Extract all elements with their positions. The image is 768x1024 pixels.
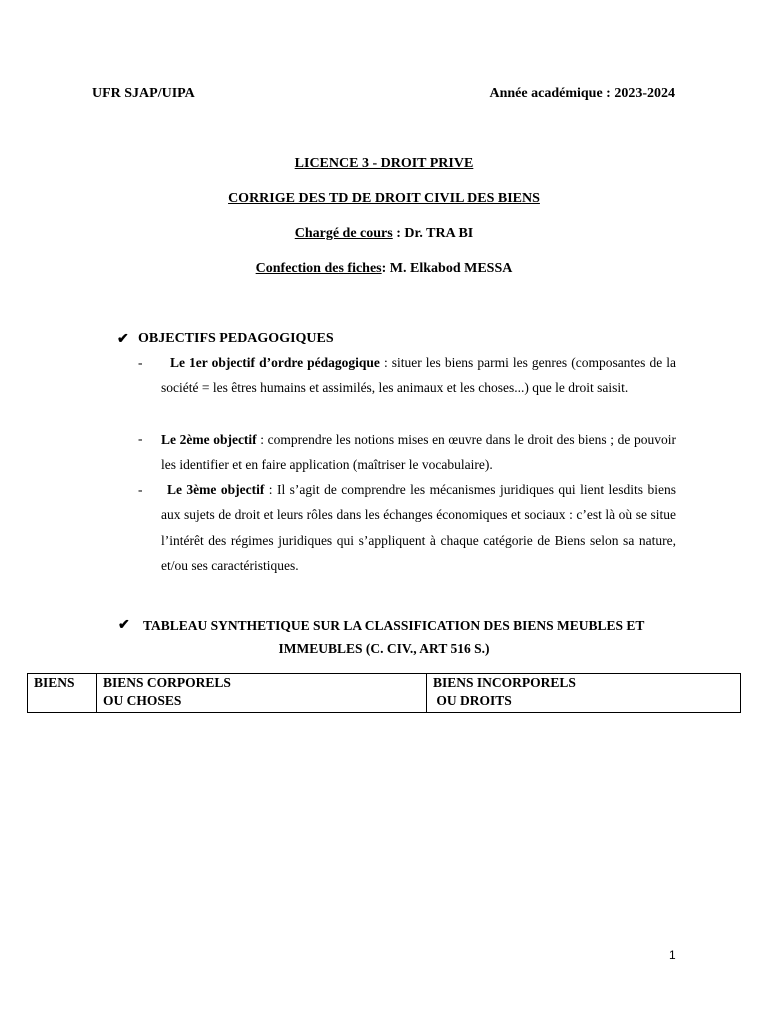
dash-3: - <box>138 482 143 497</box>
col-biens-label: BIENS <box>34 675 75 690</box>
objective-2 <box>161 427 676 478</box>
dash-1: - <box>138 355 143 370</box>
objective-1 <box>161 350 676 401</box>
col-incorporels-line1: BIENS INCORPORELS <box>433 675 576 690</box>
objective-1-label: Le 1er objectif d’ordre pédagogique <box>170 355 380 370</box>
col-corporels-line2: OU CHOSES <box>103 693 182 708</box>
tableau-title-line2: IMMEUBLES (C. CIV., ART 516 S.) <box>278 641 490 656</box>
author-label: Confection des fiches <box>255 261 382 276</box>
col-biens <box>28 674 97 713</box>
academic-year: Année académique : 2023-2024 <box>489 86 675 101</box>
objective-3-text: : Il s’agit de comprendre les mécanismes juridiques qui lient lesdits biens aux sujets de droit et leurs rôles dans les échanges économiques et sociaux : c’est là où se situe l’intérêt des régimes juridiques qui s’appliquent à chaque catégorie de Biens selon sa nature, et/ou ses caractéristiques. <box>161 482 676 573</box>
lecturer-label: Chargé de cours <box>294 226 393 241</box>
licence-title: LICENCE 3 - DROIT PRIVE <box>294 156 474 171</box>
objective-3-label: Le 3ème objectif <box>167 482 265 497</box>
page-number: 1 <box>669 948 676 962</box>
dash-2: - <box>138 431 143 446</box>
classification-table <box>27 673 741 713</box>
col-incorporels-line2: OU DROITS <box>433 693 512 708</box>
col-corporels <box>97 674 427 713</box>
objective-1-text: : situer les biens parmi les genres (composantes de la société = les êtres humains et assimilés, les animaux et les choses...) que le droit saisit. <box>161 355 676 396</box>
lecturer-line <box>0 226 768 242</box>
author-value: : M. Elkabod MESSA <box>381 261 513 276</box>
objective-3 <box>161 477 676 578</box>
lecturer-value: : Dr. TRA BI <box>392 226 474 241</box>
tableau-title-line1: TABLEAU SYNTHETIQUE SUR LA CLASSIFICATION DES BIENS MEUBLES ET <box>143 618 645 633</box>
col-incorporels <box>427 674 741 713</box>
objective-2-text: : comprendre les notions mises en œuvre dans le droit des biens ; de pouvoir les identifier et en faire application (maîtriser le vocabulaire). <box>161 432 676 473</box>
objective-2-label: Le 2ème objectif <box>161 432 257 447</box>
author-line <box>0 261 768 277</box>
checkmark-icon: ✔ <box>118 618 130 633</box>
col-corporels-line1: BIENS CORPORELS <box>103 675 231 690</box>
objectives-title: OBJECTIFS PEDAGOGIQUES <box>138 331 334 346</box>
table-row <box>28 674 741 713</box>
course-title: CORRIGE DES TD DE DROIT CIVIL DES BIENS <box>228 191 540 206</box>
checkmark-icon: ✔ <box>117 332 129 347</box>
institution: UFR SJAP/UIPA <box>92 86 195 101</box>
